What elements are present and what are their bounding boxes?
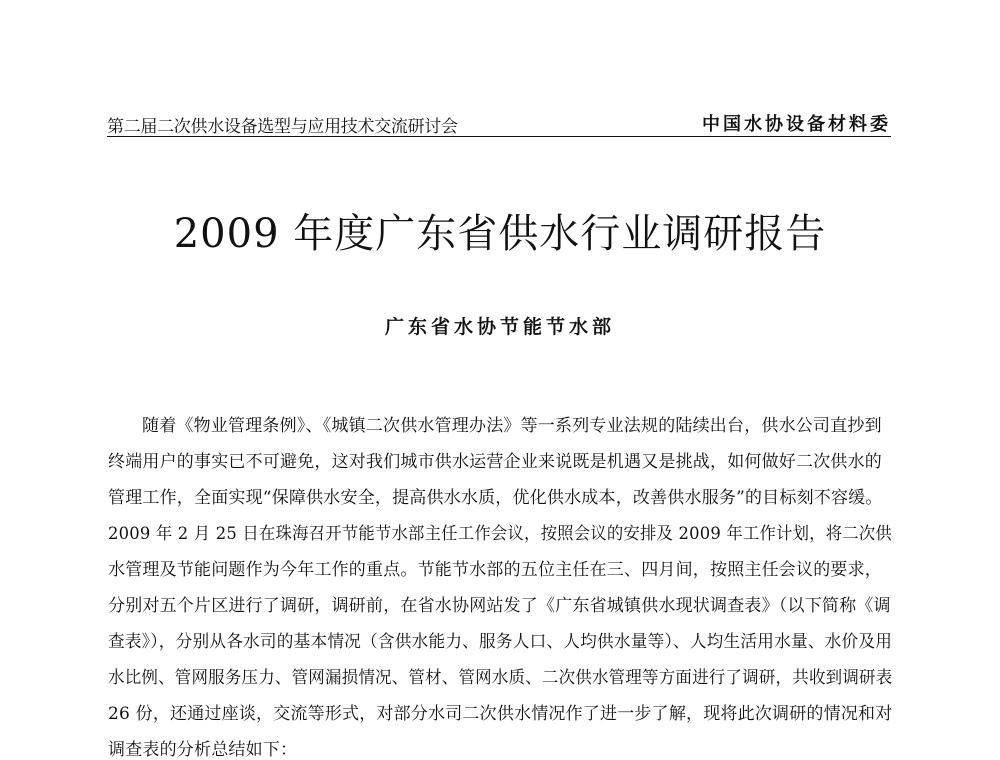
body-line-5: 水管理及节能问题作为今年工作的重点。节能节水部的五位主任在三、四月间，按照主任会议的要求， — [108, 560, 882, 580]
body-line-3: 管理工作，全面实现“保障供水安全，提高供水水质，优化供水成本，改善供水服务”的目标刻不容缓。 — [108, 488, 883, 508]
report-author: 广东省水协节能节水部 — [384, 316, 615, 338]
body-line-4: 2009 年 2 月 25 日在珠海召开节能节水部主任工作会议，按照会议的安排及 2009 年工作计划，将二次供 — [108, 524, 892, 544]
body-line-9: 26 份，还通过座谈，交流等形式，对部分水司二次供水情况作了进一步了解，现将此次调研的情况和对 — [108, 704, 893, 724]
body-line-8: 水比例、管网服务压力、管网漏损情况、管材、管网水质、二次供水管理等方面进行了调研，共收到调研表 — [108, 668, 893, 688]
body-line-10: 调查表的分析总结如下： — [108, 740, 298, 760]
body-line-2: 终端用户的事实已不可避免，这对我们城市供水运营企业来说既是机遇又是挑战，如何做好二次供水的 — [108, 452, 882, 472]
organization-name: 中国水协设备材料委 — [702, 114, 891, 135]
body-line-1: 随着《物业管理条例》、《城镇二次供水管理办法》等一系列专业法规的陆续出台，供水公司直抄到 — [142, 416, 882, 436]
body-line-6: 分别对五个片区进行了调研，调研前，在省水协网站发了《广东省城镇供水现状调查表》（以下简称《调 — [108, 596, 891, 616]
running-header — [107, 108, 891, 137]
report-title: 2009 年度广东省供水行业调研报告 — [173, 211, 827, 257]
conference-name: 第二届二次供水设备选型与应用技术交流研讨会 — [107, 117, 458, 137]
body-line-7: 查表》），分别从各水司的基本情况（含供水能力、服务人口、人均供水量等）、人均生活用水量、水价及用 — [108, 632, 893, 652]
